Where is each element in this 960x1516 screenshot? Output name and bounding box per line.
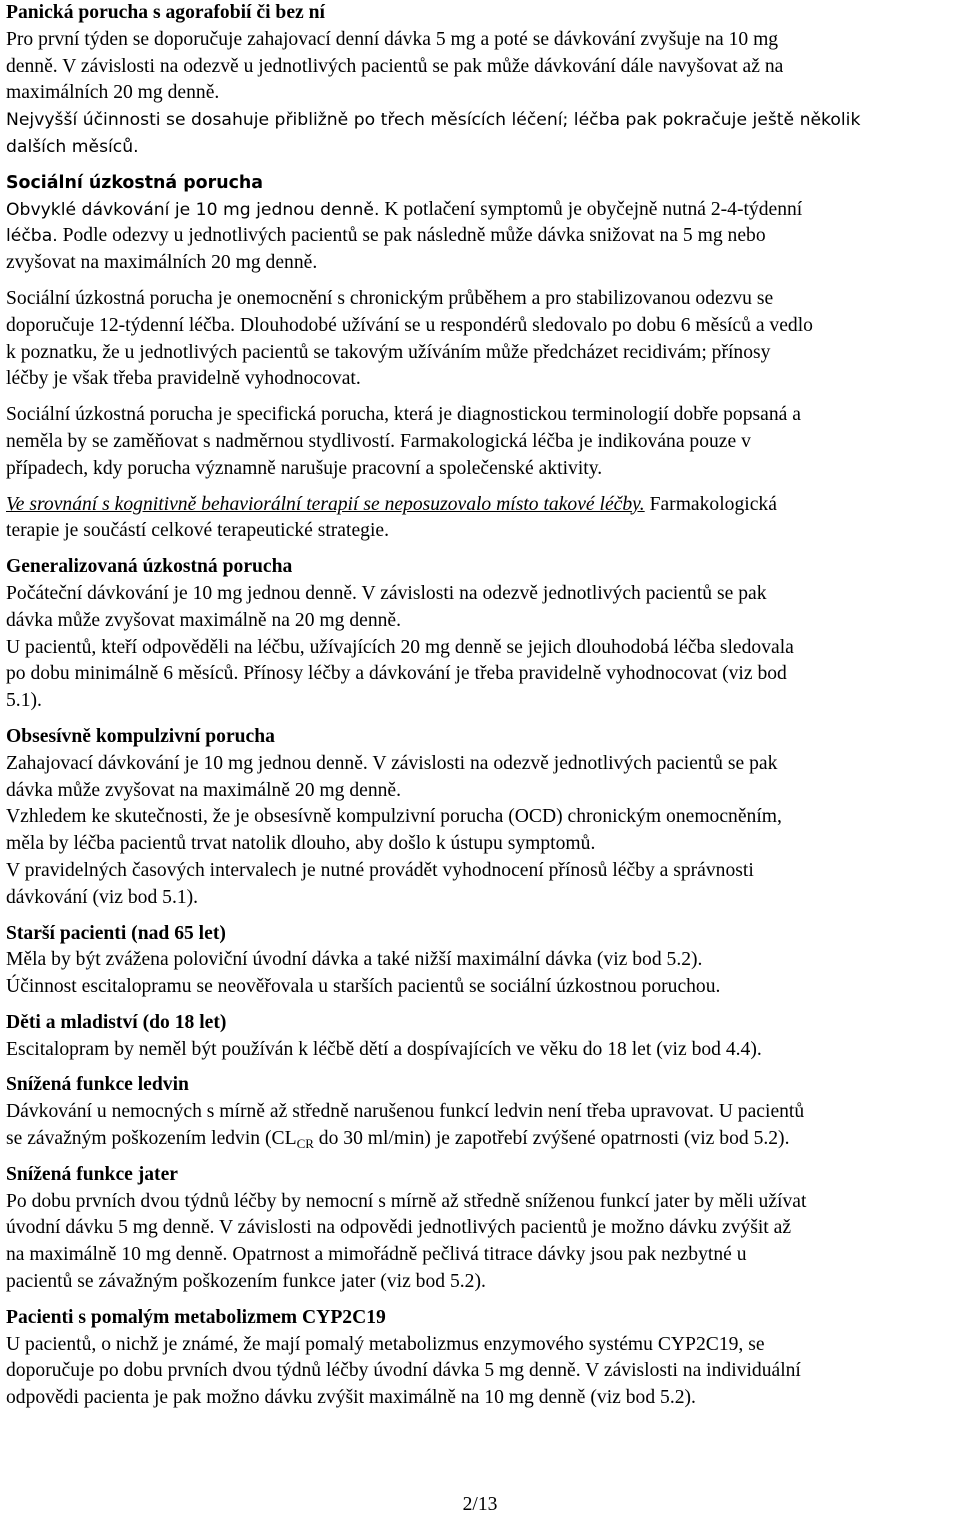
social-p3-line-2: neměla by se zaměňovat s nadměrnou stydlivostí. Farmakologická léčba je indikována pouze v: [6, 430, 751, 452]
ocd-line-5: V pravidelných časových intervalech je nutné provádět vyhodnocení přínosů léčby a správnosti: [6, 859, 754, 881]
gad-line-1: Počáteční dávkování je 10 mg jednou denně. V závislosti na odezvě jednotlivých pacientů se pak: [6, 582, 767, 604]
document-page: [6, 0, 956, 1412]
renal-line-1: Dávkování u nemocných s mírně až středně narušenou funkcí ledvin není třeba upravovat. U pacientů: [6, 1101, 805, 1123]
gad-line-3: U pacientů, kteří odpověděli na léčbu, užívajících 20 mg denně se jejich dlouhodobá léčba sledovala: [6, 636, 794, 658]
heading-cyp: Pacienti s pomalým metabolizmem CYP2C19: [6, 1306, 386, 1328]
hepatic-line-3: na maximálně 10 mg denně. Opatrnost a mimořádně pečlivá titrace dávky jsou pak nezbytné u: [6, 1244, 747, 1266]
renal-line-2-a: se závažným poškozením ledvin (CL: [6, 1128, 297, 1150]
ocd-line-6: dávkování (viz bod 5.1).: [6, 886, 199, 908]
cyp-line-2: doporučuje po dobu prvních dvou týdnů léčby úvodní dávka 5 mg denně. V závislosti na individuální: [6, 1360, 801, 1382]
gad-line-4: po dobu minimálně 6 měsíců. Přínosy léčby a dávkování je třeba pravidelně vyhodnocovat (viz bod: [6, 663, 787, 685]
social-p2-line-1: Sociální úzkostná porucha je onemocnění s chronickým průběhem a pro stabilizovanou odezvu se: [6, 287, 774, 309]
cyp-line-3: odpovědi pacienta je pak možno dávku zvýšit maximálně na 10 mg denně (viz bod 5.2).: [6, 1387, 696, 1409]
social-p4-italic: Ve srovnání s kognitivně behaviorální terapií se neposuzovalo místo takové léčby.: [6, 493, 645, 515]
social-p1-line-2-b: Podle odezvy u jednotlivých pacientů se pak následně může dávka snižovat na 5 mg nebo: [57, 225, 766, 247]
heading-elderly: Starší pacienti (nad 65 let): [6, 922, 226, 944]
ocd-line-2: dávka může zvyšovat na maximálně 20 mg denně.: [6, 779, 402, 801]
social-p2-line-2: doporučuje 12-týdenní léčba. Dlouhodobé užívání se u respondérů sledovalo po dobu 6 měsíců a vedlo: [6, 314, 813, 336]
ocd-line-1: Zahajovací dávkování je 10 mg jednou denně. V závislosti na odezvě jednotlivých pacientů se pak: [6, 752, 778, 774]
heading-renal: Snížená funkce ledvin: [6, 1074, 189, 1096]
children-line-1: Escitalopram by neměl být používán k léčbě dětí a dospívajících ve věku do 18 let (viz bod 4.4).: [6, 1038, 762, 1060]
social-p1-line-3: zvyšovat na maximálních 20 mg denně.: [6, 252, 318, 274]
social-p4-line-1: [6, 492, 956, 519]
renal-line-2-b: do 30 ml/min) je zapotřebí zvýšené opatrnosti (viz bod 5.2).: [313, 1128, 790, 1150]
ocd-line-4: měla by léčba pacientů trvat natolik dlouho, aby došlo k ústupu symptomů.: [6, 833, 596, 855]
panic-line-5: dalších měsíců.: [6, 136, 139, 157]
social-p4-rest: Farmakologická: [644, 493, 777, 515]
heading-gad: Generalizovaná úzkostná porucha: [6, 556, 293, 578]
social-p1-line-1-a: Obvyklé dávkování je 10 mg jednou denně.: [6, 199, 380, 220]
panic-line-1: Pro první týden se doporučuje zahajovací denní dávka 5 mg a poté se dávkování zvyšuje na 10 mg: [6, 28, 779, 50]
heading-social: Sociální úzkostná porucha: [6, 172, 263, 193]
social-p1-line-1-b: K potlačení symptomů je obyčejně nutná 2-4-týdenní: [379, 198, 803, 220]
heading-panic: Panická porucha s agorafobií či bez ní: [6, 2, 325, 23]
heading-children: Děti a mladiství (do 18 let): [6, 1011, 227, 1033]
panic-line-3: maximálních 20 mg denně.: [6, 82, 220, 104]
hepatic-line-2: úvodní dávku 5 mg denně. V závislosti na odpovědi jednotlivých pacientů je možno dávku zvýšit až: [6, 1217, 792, 1239]
social-p4-line-2: terapie je součástí celkové terapeutické strategie.: [6, 520, 389, 542]
heading-hepatic: Snížená funkce jater: [6, 1163, 178, 1185]
renal-line-2: [6, 1126, 956, 1153]
social-p3-line-3: případech, kdy porucha významně narušuje pracovní a společenské aktivity.: [6, 457, 603, 479]
page-number: 2/13: [462, 1494, 498, 1515]
social-p2-line-3: k poznatku, že u jednotlivých pacientů se takovým užíváním může předcházet recidivám; přínosy: [6, 341, 771, 363]
social-p1-line-2-a: léčba.: [6, 226, 58, 247]
heading-ocd: Obsesívně kompulzivní porucha: [6, 725, 275, 747]
hepatic-line-1: Po dobu prvních dvou týdnů léčby by nemocní s mírně až středně sníženou funkcí jater by měli užívat: [6, 1190, 807, 1212]
gad-line-5: 5.1).: [6, 690, 42, 712]
gad-line-2: dávka může zvyšovat maximálně na 20 mg denně.: [6, 609, 402, 631]
social-p3-line-1: Sociální úzkostná porucha je specifická porucha, která je diagnostickou terminologií dobře popsaná a: [6, 404, 801, 426]
social-p1-line-1: [6, 197, 956, 224]
ocd-line-3: Vzhledem ke skutečnosti, že je obsesívně kompulzivní porucha (OCD) chronickým onemocněním,: [6, 806, 782, 828]
renal-line-2-sub: CR: [296, 1136, 314, 1152]
elderly-line-1: Měla by být zvážena poloviční úvodní dávka a také nižší maximální dávka (viz bod 5.2).: [6, 949, 703, 971]
elderly-line-2: Účinnost escitalopramu se neověřovala u starších pacientů se sociální úzkostnou poruchou.: [6, 976, 721, 998]
cyp-line-1: U pacientů, o nichž je známé, že mají pomalý metabolizmus enzymového systému CYP2C19, se: [6, 1333, 765, 1355]
social-p2-line-4: léčby je však třeba pravidelně vyhodnocovat.: [6, 368, 361, 390]
hepatic-line-4: pacientů se závažným poškozením funkce jater (viz bod 5.2).: [6, 1271, 486, 1293]
social-p1-line-2: [6, 223, 956, 250]
panic-line-4: Nejvyšší účinnosti se dosahuje přibližně po třech měsících léčení; léčba pak pokračuje ještě několik: [6, 110, 861, 131]
panic-line-2: denně. V závislosti na odezvě u jednotlivých pacientů se pak může dávkování dále navyšovat až na: [6, 55, 784, 77]
